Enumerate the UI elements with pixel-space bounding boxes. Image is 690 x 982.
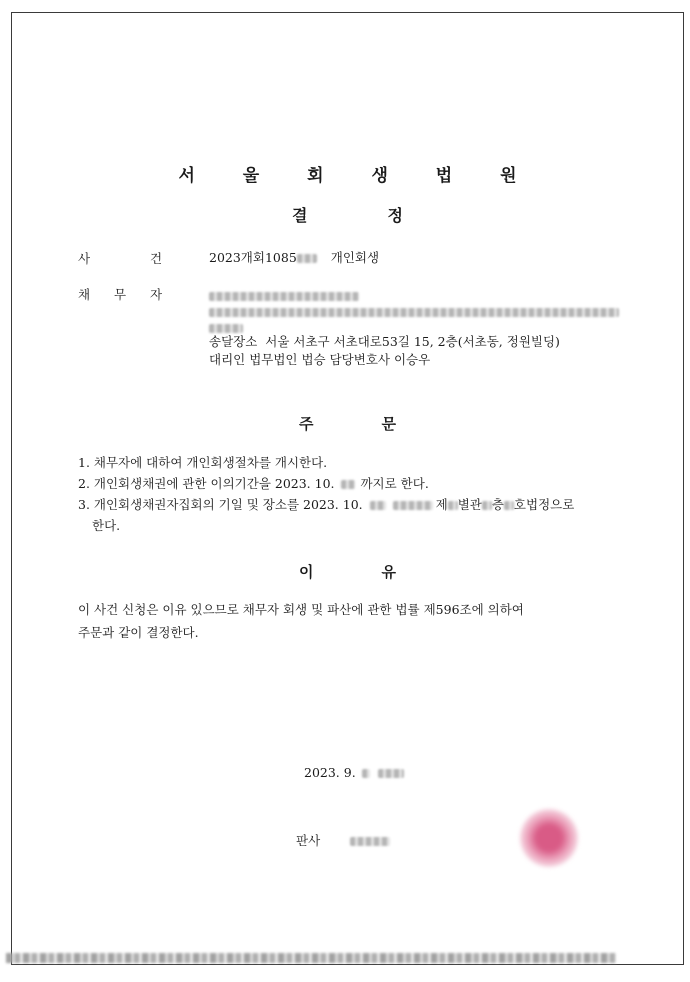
- judge-signature-line: 판사: [296, 831, 390, 849]
- doctype-char-1: 결: [292, 206, 308, 225]
- order-heading: 주 문: [299, 415, 396, 433]
- redacted-judge-name: [350, 837, 390, 846]
- order-list: [78, 452, 638, 536]
- reason-heading: 이 유: [299, 563, 396, 581]
- redacted-date-suffix: [378, 769, 404, 778]
- redacted-floor: [482, 501, 492, 510]
- doctype-char-2: 정: [387, 206, 403, 225]
- order-item-3: 3. 개인회생채권자집회의 기일 및 장소를 2023. 10. 제 별관 층 호법정으로: [78, 497, 575, 512]
- reason-line-2: 주문과 같이 결정한다.: [78, 625, 199, 640]
- order-item-3-continued: 한다.: [92, 518, 121, 533]
- document-type-title: [12, 203, 683, 226]
- redacted-time: [393, 501, 433, 510]
- redacted-date: [341, 480, 355, 489]
- redacted-footer-text: [6, 953, 616, 963]
- redacted-debtor-address: [209, 303, 619, 321]
- order-item-1: 1. 채무자에 대하여 개인회생절차를 개시한다.: [78, 455, 328, 470]
- delivery-address: 송달장소 서울 서초구 서초대로53길 15, 2층(서초동, 정원빌딩): [209, 334, 560, 349]
- document-page: [11, 12, 684, 965]
- redacted-room: [504, 501, 514, 510]
- order-item-2: 2. 개인회생채권에 관한 이의기간을 2023. 10. 까지로 한다.: [78, 476, 429, 491]
- redacted-courtroom-1: [448, 501, 458, 510]
- reason-line-1: 이 사건 신청은 이유 있으므로 채무자 회생 및 파산에 관한 법률 제596조에 의하여: [78, 602, 524, 617]
- redacted-day: [362, 769, 370, 778]
- court-name: 서 울 회 생 법 원: [178, 166, 538, 186]
- reason-text: [78, 598, 638, 644]
- debtor-label: 채 무 자: [78, 287, 163, 302]
- case-number: 2023개회1085 개인회생: [209, 250, 380, 265]
- case-label: 사 건: [78, 251, 163, 266]
- legal-agent: 대리인 법무법인 법승 담당변호사 이승우: [209, 352, 431, 367]
- redacted-case-digits: [297, 254, 317, 263]
- redacted-day: [370, 501, 386, 510]
- decision-date: 2023. 9.: [304, 765, 404, 780]
- court-seal: [520, 809, 578, 867]
